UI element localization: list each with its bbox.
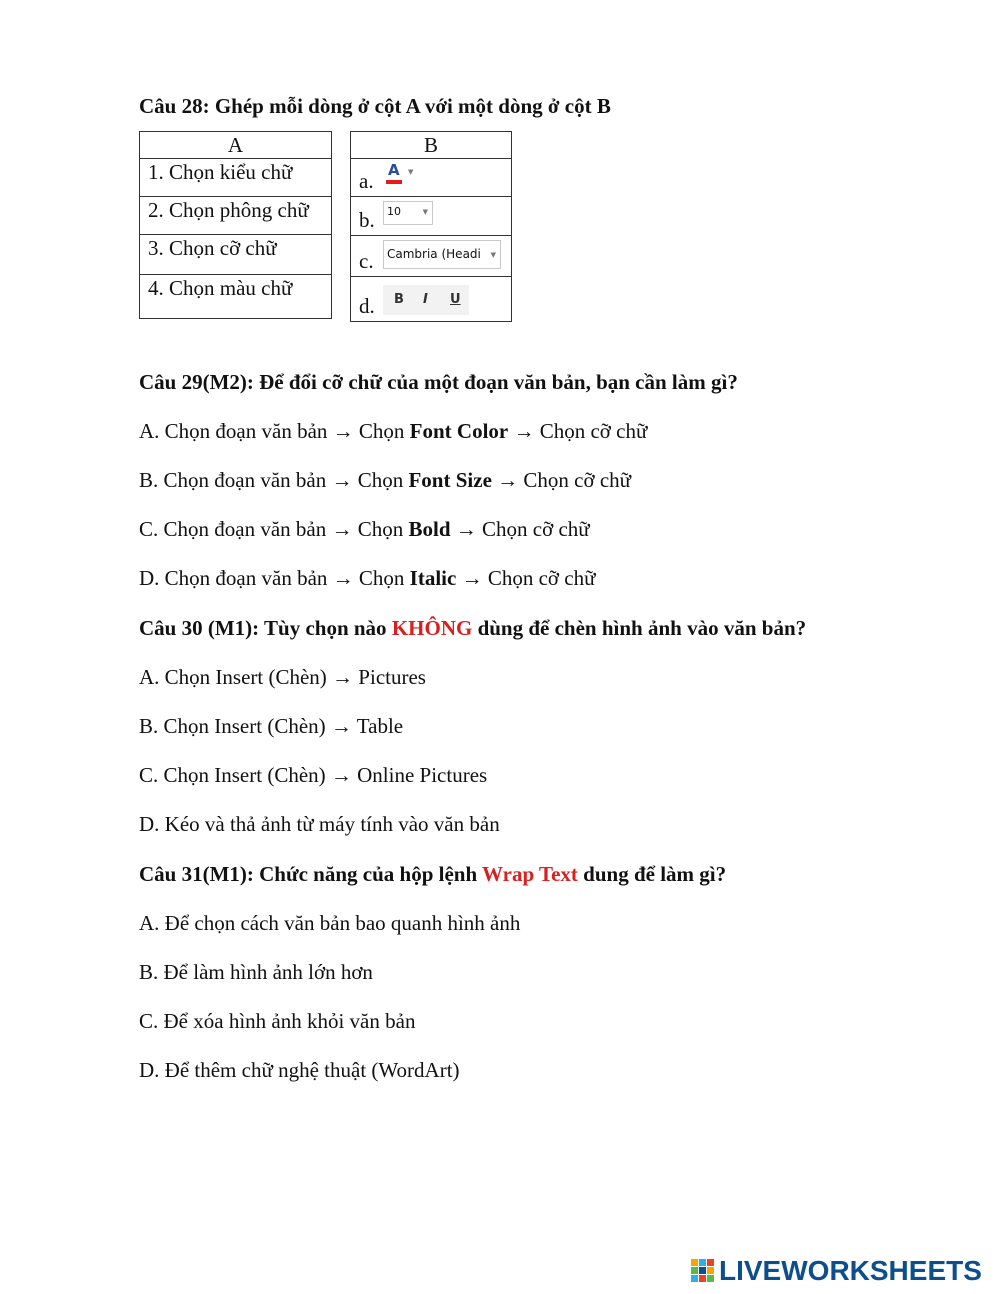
column-b-item-b[interactable] — [351, 197, 512, 236]
column-a-item[interactable]: 4. Chọn màu chữ — [140, 275, 332, 319]
q31-option-d[interactable]: D. Để thêm chữ nghệ thuật (WordArt) — [139, 1058, 460, 1082]
q29-option-b[interactable]: B. Chọn đoạn văn bản → Chọn Font Size → Chọn cỡ chữ — [139, 468, 632, 492]
column-a-item[interactable]: 3. Chọn cỡ chữ — [140, 235, 332, 275]
q31-option-c[interactable]: C. Để xóa hình ảnh khỏi văn bản — [139, 1009, 416, 1033]
liveworksheets-logo-icon — [691, 1259, 715, 1283]
column-a-item[interactable]: 2. Chọn phông chữ — [140, 197, 332, 235]
column-a-table — [139, 131, 332, 319]
column-b-table — [350, 131, 512, 322]
option-label: b. — [359, 208, 375, 232]
q30-option-a[interactable]: A. Chọn Insert (Chèn) → Pictures — [139, 665, 426, 689]
option-label: a. — [359, 169, 374, 193]
column-b-item-a[interactable] — [351, 159, 512, 197]
q29-option-a[interactable]: A. Chọn đoạn văn bản → Chọn Font Color → Chọn cỡ chữ — [139, 419, 648, 443]
q28-title: Câu 28: Ghép mỗi dòng ở cột A với một dòng ở cột B — [139, 94, 611, 118]
q30-title: Câu 30 (M1): Tùy chọn nào KHÔNG dùng để chèn hình ảnh vào văn bản? — [139, 616, 807, 640]
option-label: d. — [359, 294, 375, 318]
q30-option-c[interactable]: C. Chọn Insert (Chèn) → Online Pictures — [139, 763, 488, 787]
column-b-item-c[interactable] — [351, 236, 512, 277]
bold-italic-underline-icon: B I U — [383, 285, 469, 315]
q31-option-a[interactable]: A. Để chọn cách văn bản bao quanh hình ảnh — [139, 911, 521, 935]
q30-option-d[interactable]: D. Kéo và thả ảnh từ máy tính vào văn bản — [139, 812, 500, 836]
column-a-header: A — [140, 132, 332, 159]
font-name-dropdown-icon: Cambria (Headi ▼ — [383, 240, 501, 269]
column-b-item-d[interactable] — [351, 277, 512, 322]
q29-option-c[interactable]: C. Chọn đoạn văn bản → Chọn Bold → Chọn cỡ chữ — [139, 517, 590, 541]
column-a-item[interactable]: 1. Chọn kiểu chữ — [140, 159, 332, 197]
liveworksheets-logo — [691, 1255, 982, 1287]
logo-text: LIVEWORKSHEETS — [719, 1255, 982, 1286]
q31-option-b[interactable]: B. Để làm hình ảnh lớn hơn — [139, 960, 373, 984]
q31-title: Câu 31(M1): Chức năng của hộp lệnh Wrap Text dung để làm gì? — [139, 862, 727, 886]
column-b-header: B — [351, 132, 512, 159]
q29-title: Câu 29(M2): Để đổi cỡ chữ của một đoạn văn bản, bạn cần làm gì? — [139, 370, 738, 394]
font-color-icon: A ▼ — [383, 162, 419, 186]
option-label: c. — [359, 249, 374, 273]
q29-option-d[interactable]: D. Chọn đoạn văn bản → Chọn Italic → Chọn cỡ chữ — [139, 566, 596, 590]
q30-option-b[interactable]: B. Chọn Insert (Chèn) → Table — [139, 714, 404, 738]
font-size-dropdown-icon: 10 ▼ — [383, 201, 433, 225]
